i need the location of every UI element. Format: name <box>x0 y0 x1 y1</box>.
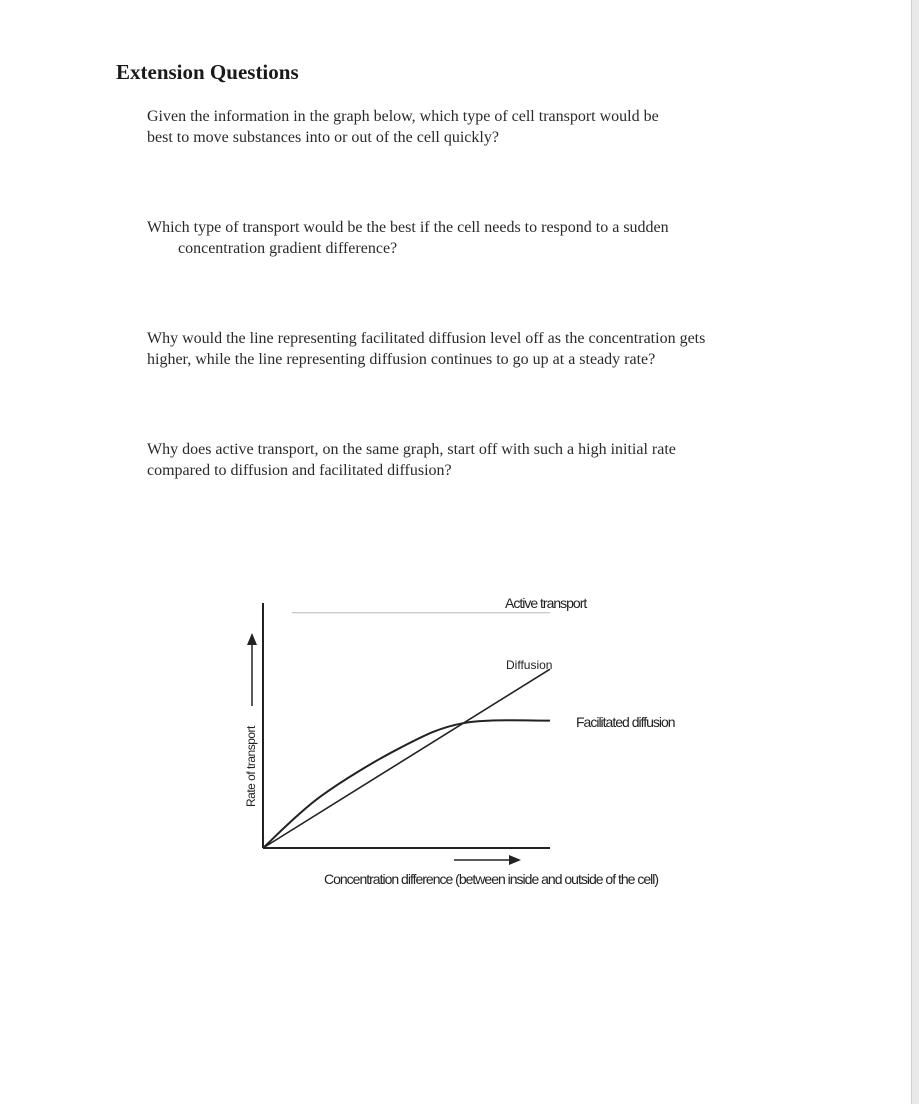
question-line: Why would the line representing facilitated diffusion level off as the concentration gets <box>147 330 706 347</box>
x-axis-label: Concentration difference (between inside and outside of the cell) <box>324 871 658 887</box>
question-line: Which type of transport would be the best if the cell needs to respond to a sudden <box>147 219 669 236</box>
question-line: Why does active transport, on the same graph, start off with such a high initial rate <box>147 441 676 458</box>
question-line: higher, while the line representing diffusion continues to go up at a steady rate? <box>147 351 656 368</box>
series-line-diffusion <box>263 669 550 848</box>
x-axis-arrow <box>454 855 521 865</box>
question-line: best to move substances into or out of the cell quickly? <box>147 129 499 146</box>
question-line: Given the information in the graph below, which type of cell transport would be <box>147 108 659 125</box>
active-transport-label: Active transport <box>505 595 587 611</box>
question-line: concentration gradient difference? <box>178 240 398 257</box>
question-line: compared to diffusion and facilitated diffusion? <box>147 462 452 479</box>
page-heading: Extension Questions <box>116 60 299 84</box>
facilitated-diffusion-label: Facilitated diffusion <box>576 714 675 730</box>
series-line-facilitated-diffusion <box>263 720 550 848</box>
y-axis-arrow <box>247 633 257 706</box>
y-axis-label: Rate of transport <box>244 726 258 807</box>
diffusion-label: Diffusion <box>506 658 553 672</box>
